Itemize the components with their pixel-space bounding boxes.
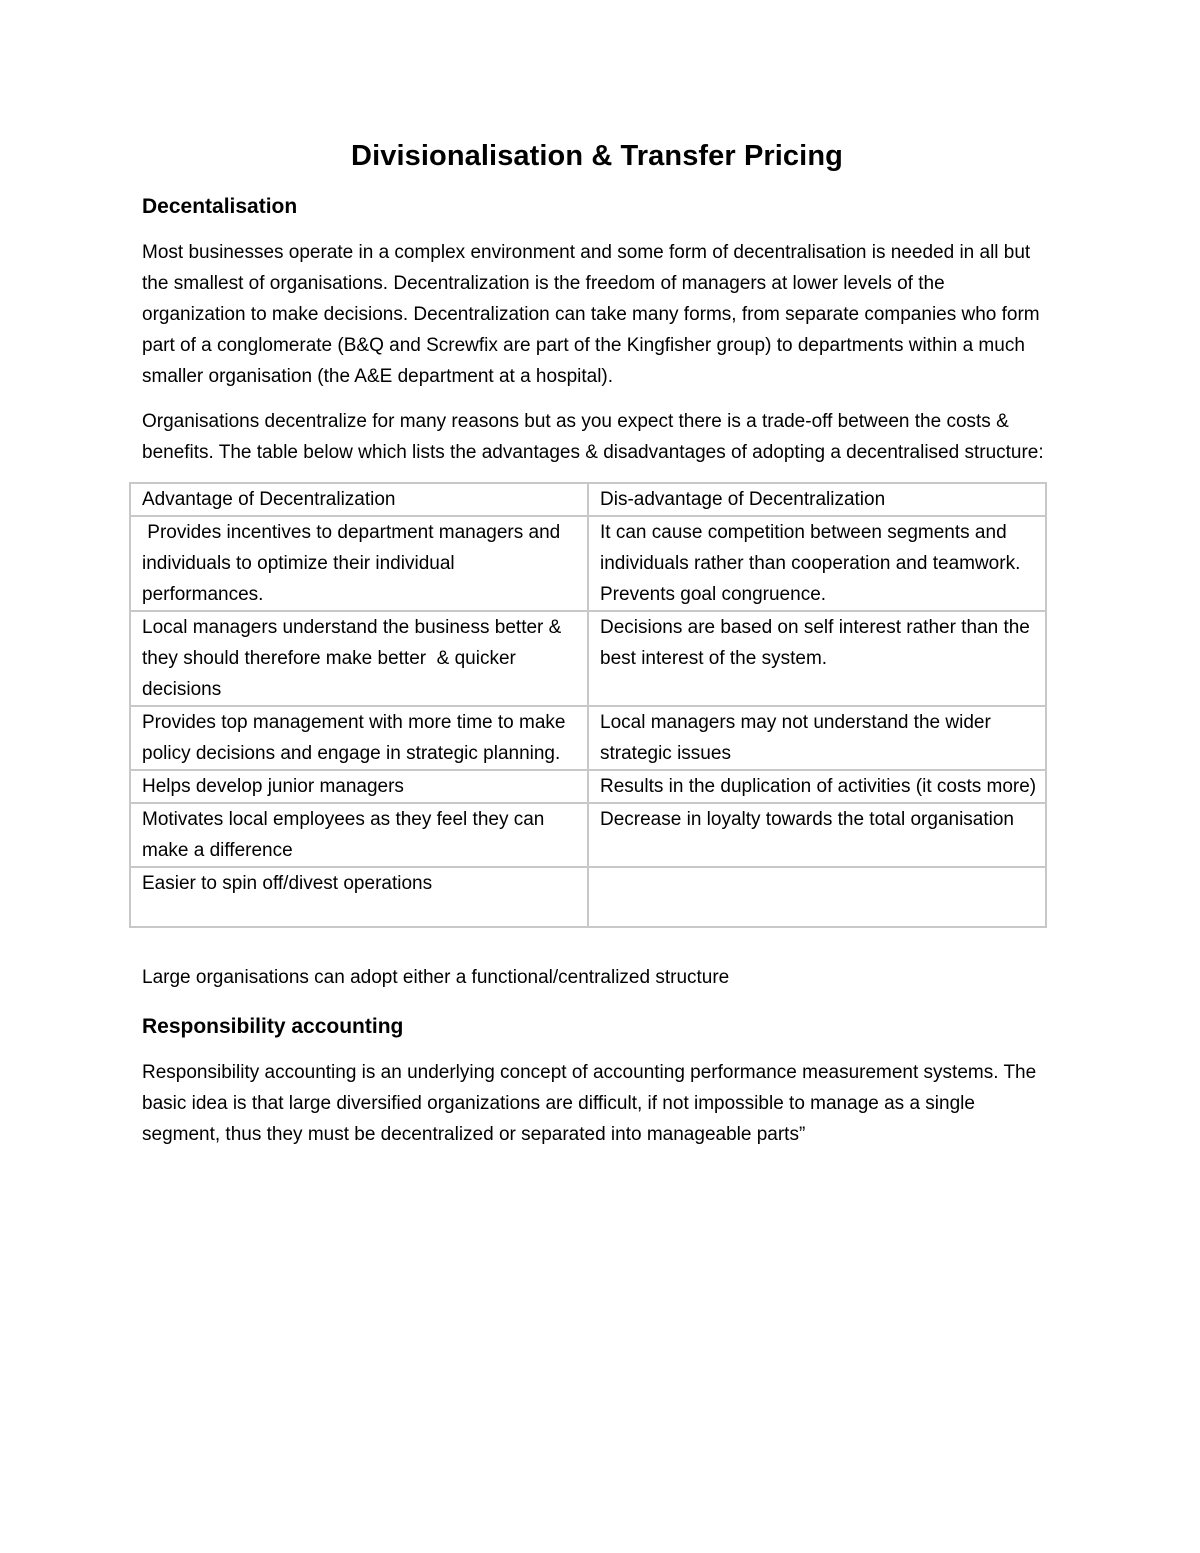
table-header-cell: Dis-advantage of Decentralization <box>588 483 1046 516</box>
advantages-disadvantages-table <box>129 482 1047 928</box>
table-cell: Local managers may not understand the wider strategic issues <box>588 706 1046 770</box>
paragraph: Responsibility accounting is an underlying concept of accounting performance measurement systems. The basic idea is that large diversified organizations are difficult, if not impossible to manage as a single segment, thus they must be decentralized or separated into manageable parts” <box>142 1062 1037 1145</box>
table-header-cell: Advantage of Decentralization <box>130 483 588 516</box>
table-cell: It can cause competition between segments and individuals rather than cooperation and teamwork. Prevents goal congruence. <box>588 516 1046 611</box>
table-cell: Decrease in loyalty towards the total organisation <box>588 803 1046 867</box>
table-cell: Easier to spin off/divest operations <box>130 867 588 927</box>
paragraph: Large organisations can adopt either a functional/centralized structure <box>142 967 730 988</box>
table-row <box>130 516 1046 611</box>
section-heading-responsibility-accounting: Responsibility accounting <box>142 1015 404 1038</box>
table-cell: Helps develop junior managers <box>130 770 588 803</box>
document-page <box>142 140 1052 1164</box>
table-cell: Provides incentives to department managers and individuals to optimize their individual performances. <box>130 516 588 611</box>
table-row <box>130 803 1046 867</box>
table-cell: Results in the duplication of activities (it costs more) <box>588 770 1046 803</box>
table-header-row <box>130 483 1046 516</box>
section-heading-decentralisation: Decentalisation <box>142 195 298 218</box>
table-row <box>130 770 1046 803</box>
paragraph: Organisations decentralize for many reasons but as you expect there is a trade-off between the costs & benefits. The table below which lists the advantages & disadvantages of adopting a decentralised structure: <box>142 411 1044 463</box>
paragraph: Most businesses operate in a complex environment and some form of decentralisation is needed in all but the smallest of organisations. Decentralization is the freedom of managers at lower levels of the organization to make decisions. Decentralization can take many forms, from separate companies who form part of a conglomerate (B&Q and Screwfix are part of the Kingfisher group) to departments within a much smaller organisation (the A&E department at a hospital). <box>142 242 1040 387</box>
table-row <box>130 867 1046 927</box>
table-cell: Provides top management with more time to make policy decisions and engage in strategic planning. <box>130 706 588 770</box>
table-row <box>130 706 1046 770</box>
table-row <box>130 611 1046 706</box>
table-cell: Local managers understand the business better & they should therefore make better & quicker decisions <box>130 611 588 706</box>
table-cell <box>588 867 1046 927</box>
table-cell: Decisions are based on self interest rather than the best interest of the system. <box>588 611 1046 706</box>
document-title: Divisionalisation & Transfer Pricing <box>351 140 843 172</box>
table-cell: Motivates local employees as they feel they can make a difference <box>130 803 588 867</box>
